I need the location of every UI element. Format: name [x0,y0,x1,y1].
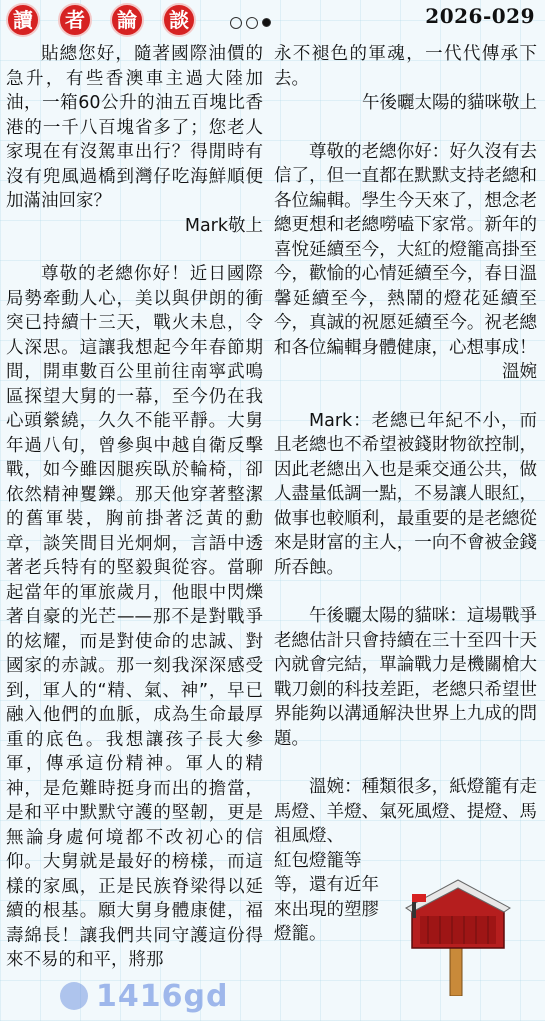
filled-circle-icon [262,18,271,27]
issue-number: 2026-029 [425,4,535,28]
reply-wenwan-part1: 溫婉：種類很多，紙燈籠有走馬燈、羊燈、氣死風燈、提燈、馬祖風燈、 [274,777,537,846]
letter-wenwan: 尊敬的老總你好：好久沒有去信了，但一直都在默默支持老總和各位編輯。學生今天來了，想念老總更想和老總嘮嗑下家常。新年的喜悅延續至今，大紅的燈籠高掛至今，歡愉的心情延續至今，春日溫馨延續至今，熱鬧的燈花延續至今，真誠的祝愿延續至今。祝老總和各位編輯身體健康，心想事成！ [274,141,537,358]
letter-cat-part1: 尊敬的老總你好！近日國際局勢牽動人心，美以與伊朗的衝突已持續十三天，戰火未息，令人深思。這讓我想起今年春節期間，開車數百公里前往南寧武鳴區探望大舅的一幕，至今仍在我心頭縈繞，久久不能平靜。大舅年過八旬，曾參與中越自衛反擊戰，如今雖因腿疾臥於輪椅，卻依然精神矍鑠。那天他穿著整潔的舊軍裝，胸前掛著泛黃的勳章，談笑間目光炯炯，言語中透著老兵特有的堅毅與從容。當聊起當年的軍旅歲月，他眼中閃爍著自豪的光芒——那不是對戰爭的炫耀，而是對使命的忠誠、對國家的赤誠。那一刻我深深感受到，軍人的“精、氣、神”，早已融入他們的血脈，成為生命最厚重的底色。我想讓孩子長大參軍，傳承這份精神。軍人的精神，是危難時挺身而出的擔當，是和平中默默守護的堅韌，更是無論身處何境都不改初心的信仰。大舅就是最好的榜樣，而這樣的家風，正是民族脊梁得以延續的根基。願大舅身體康健，福壽綿長！讓我們共同守護這份得來不易的和平，將那 [6,264,263,970]
letter-cat-part2: 永不褪色的軍魂，一代代傳承下去。 [274,44,537,89]
letter-wenwan-signature: 溫婉 [502,362,537,382]
title-seal-2: 者 [58,3,92,37]
letter-cat-signature: 午後曬太陽的貓咪敬上 [362,93,537,113]
left-column [6,42,263,973]
reply-wenwan-part2: 紅包燈籠等 [274,850,362,871]
title-seal-3: 論 [110,3,144,37]
circle-icon [230,17,242,29]
reply-cat: 午後曬太陽的貓咪：這場戰爭老總估計只會持續在三十至四十天內就會完結，單論戰力是機關槍大戰刀劍的科技差距，老總只希望世界能夠以溝通解決世界上九成的問題。 [274,606,537,749]
mailbox-icon [398,876,518,996]
letter-mark: 貼總您好，隨著國際油價的急升，有些香澳車主過大陸加油，一箱60公升的油五百塊比香港的一千八百塊省多了；您老人家現在有沒駕車出行？得閒時有沒有兜風過橋到灣仔吃海鮮順便加滿油回家？ [6,44,263,211]
reply-wenwan-part3: 等，還有近年 [274,875,379,895]
decorative-dots [230,12,275,26]
column-header [0,0,545,36]
right-column [274,42,537,947]
reply-wenwan-part4: 來出現的塑膠 [274,899,379,920]
watermark: 1416gd [96,979,229,1014]
reply-mark: Mark：老總已年紀不小，而且老總也不希望被錢財物欲控制，因此老總出入也是乘交通公共，做人盡量低調一點，不易讓人眼紅，做事也較順利，最重要的是老總從來是財富的主人，一向不會被金錢所吞蝕。 [274,410,537,578]
circle-icon [246,17,258,29]
title-seal-1: 讀 [6,3,40,37]
title-seal-4: 談 [162,3,196,37]
letter-mark-signature: Mark敬上 [184,215,263,236]
watermark-badge [60,982,88,1010]
reply-wenwan-part5: 燈籠。 [274,924,327,944]
